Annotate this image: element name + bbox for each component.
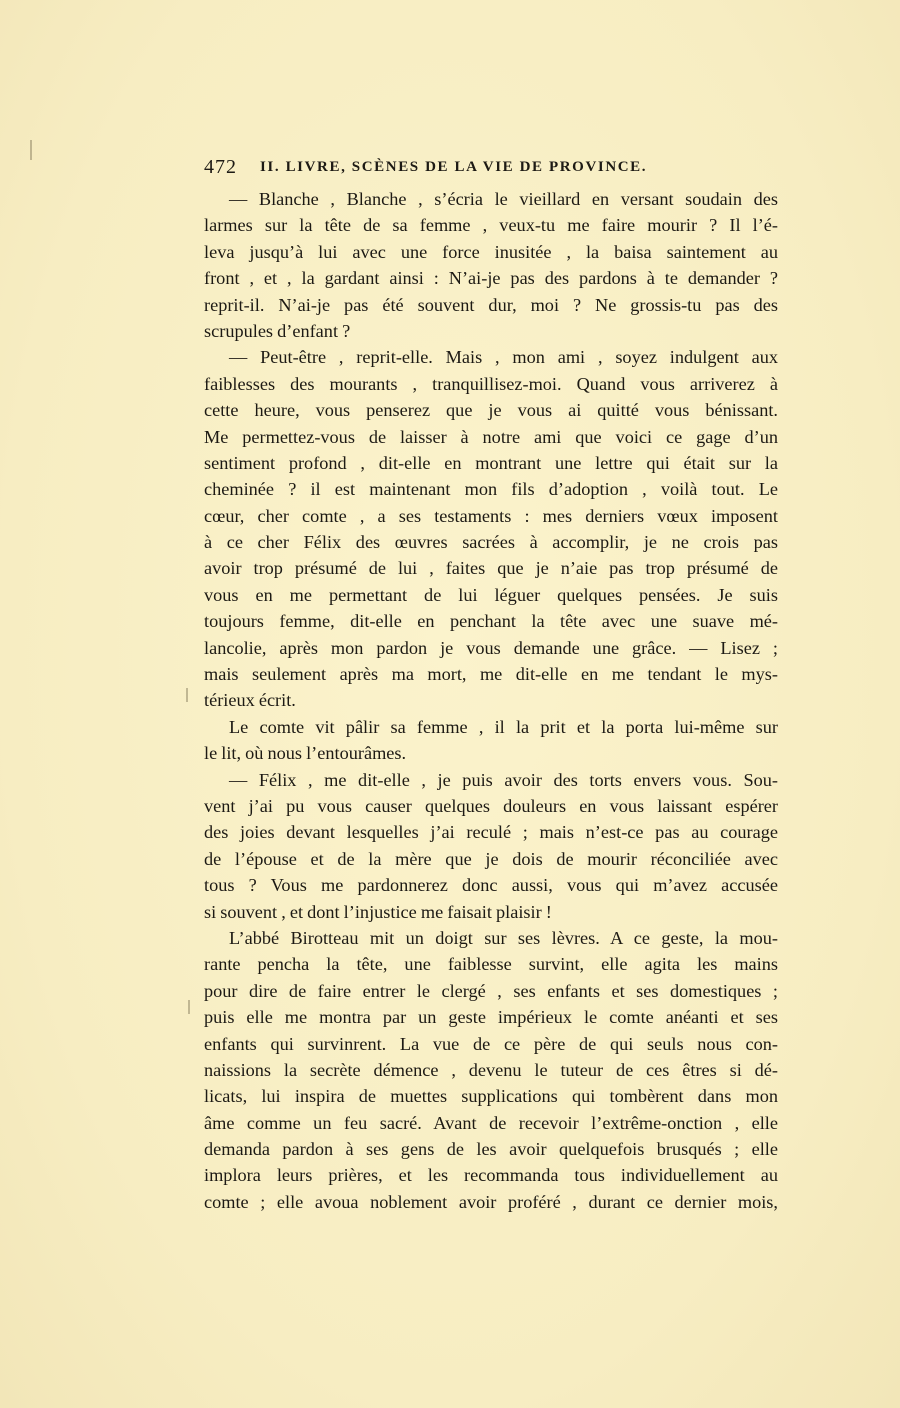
text-line: faiblesses des mourants , tranquillisez-moi. Quand vous arriverez à — [204, 373, 778, 394]
text-line: pour dire de faire entrer le clergé , ses enfants et ses domestiques ; — [204, 980, 778, 1001]
text-line: sentiment profond , dit-elle en montrant une lettre qui était sur la — [204, 452, 778, 473]
text-line: L’abbé Birotteau mit un doigt sur ses lèvres. A ce geste, la mou- — [229, 927, 778, 948]
text-line: — Blanche , Blanche , s’écria le vieillard en versant soudain des — [229, 189, 778, 209]
text-line: térieux écrit. — [204, 690, 296, 711]
text-line: vous en me permettant de lui léguer quelques pensées. Je suis — [204, 584, 778, 605]
running-title: II. LIVRE, SCÈNES DE LA VIE DE PROVINCE. — [260, 159, 648, 175]
text-line: licats, lui inspira de muettes supplications qui tombèrent dans mon — [204, 1086, 778, 1107]
text-line: des joies devant lesquelles j’ai reculé ; mais n’est-ce pas au courage — [204, 822, 778, 843]
scan-margin-mark — [30, 140, 32, 160]
text-line: naissions la secrète démence , devenu le tuteur de ces êtres si dé- — [204, 1059, 778, 1080]
text-line: âme comme un feu sacré. Avant de recevoir l’extrême-onction , elle — [204, 1112, 778, 1133]
scan-margin-mark — [186, 688, 188, 702]
text-line: Me permettez-vous de laisser à notre ami que voici ce gage d’un — [204, 426, 778, 447]
text-line: enfants qui survinrent. La vue de ce père de qui seuls nous con- — [204, 1033, 778, 1054]
text-line: toujours femme, dit-elle en penchant la tête avec une suave mé- — [204, 611, 778, 632]
text-line: implora leurs prières, et les recommanda tous individuellement au — [204, 1165, 778, 1186]
text-line: cette heure, vous penserez que je vous ai quitté vous bénissant. — [204, 400, 778, 421]
text-line: — Peut-être , reprit-elle. Mais , mon ami , soyez indulgent aux — [229, 347, 778, 368]
page-header — [204, 156, 778, 182]
text-line: — Félix , me dit-elle , je puis avoir des torts envers vous. Sou- — [229, 769, 778, 790]
text-line: cœur, cher comte , a ses testaments : mes derniers vœux imposent — [204, 505, 778, 526]
text-line: puis elle me montra par un geste impérieux le comte anéanti et ses — [204, 1007, 778, 1028]
text-line: cheminée ? il est maintenant mon fils d’adoption , voilà tout. Le — [204, 479, 778, 500]
text-line: comte ; elle avoua noblement avoir proféré , durant ce dernier mois, — [204, 1191, 778, 1212]
text-line: Le comte vit pâlir sa femme , il la prit et la porta lui-même sur — [229, 716, 778, 737]
page-body-text — [204, 186, 778, 1215]
text-line: vent j’ai pu vous causer quelques douleurs en vous laissant espérer — [204, 795, 778, 816]
page-number: 472 — [204, 156, 237, 178]
text-line: tous ? Vous me pardonnerez donc aussi, vous qui m’avez accusée — [204, 875, 778, 896]
text-line: le lit, où nous l’entourâmes. — [204, 743, 407, 764]
scan-margin-mark — [188, 1000, 190, 1014]
text-line: si souvent , et dont l’injustice me faisait plaisir ! — [204, 901, 552, 922]
text-line: avoir trop présumé de lui , faites que je n’aie pas trop présumé de — [204, 558, 778, 579]
text-line: leva jusqu’à lui avec une force inusitée , la baisa saintement au — [204, 241, 778, 262]
text-line: à ce cher Félix des œuvres sacrées à accomplir, je ne crois pas — [204, 532, 778, 553]
text-line: scrupules d’enfant ? — [204, 320, 351, 341]
text-line: front , et , la gardant ainsi : N’ai-je pas des pardons à te demander ? — [204, 268, 778, 289]
text-line: lancolie, après mon pardon je vous demande une grâce. — Lisez ; — [204, 637, 778, 658]
text-line: larmes sur la tête de sa femme , veux-tu me faire mourir ? Il l’é- — [204, 215, 778, 236]
text-line: reprit-il. N’ai-je pas été souvent dur, moi ? Ne grossis-tu pas des — [204, 294, 778, 315]
text-line: rante pencha la tête, une faiblesse survint, elle agita les mains — [204, 954, 778, 975]
text-line: demanda pardon à ses gens de les avoir quelquefois brusqués ; elle — [204, 1139, 778, 1160]
text-line: mais seulement après ma mort, me dit-elle en me tendant le mys- — [204, 664, 778, 685]
text-line: de l’épouse et de la mère que je dois de mourir réconciliée avec — [204, 848, 778, 869]
